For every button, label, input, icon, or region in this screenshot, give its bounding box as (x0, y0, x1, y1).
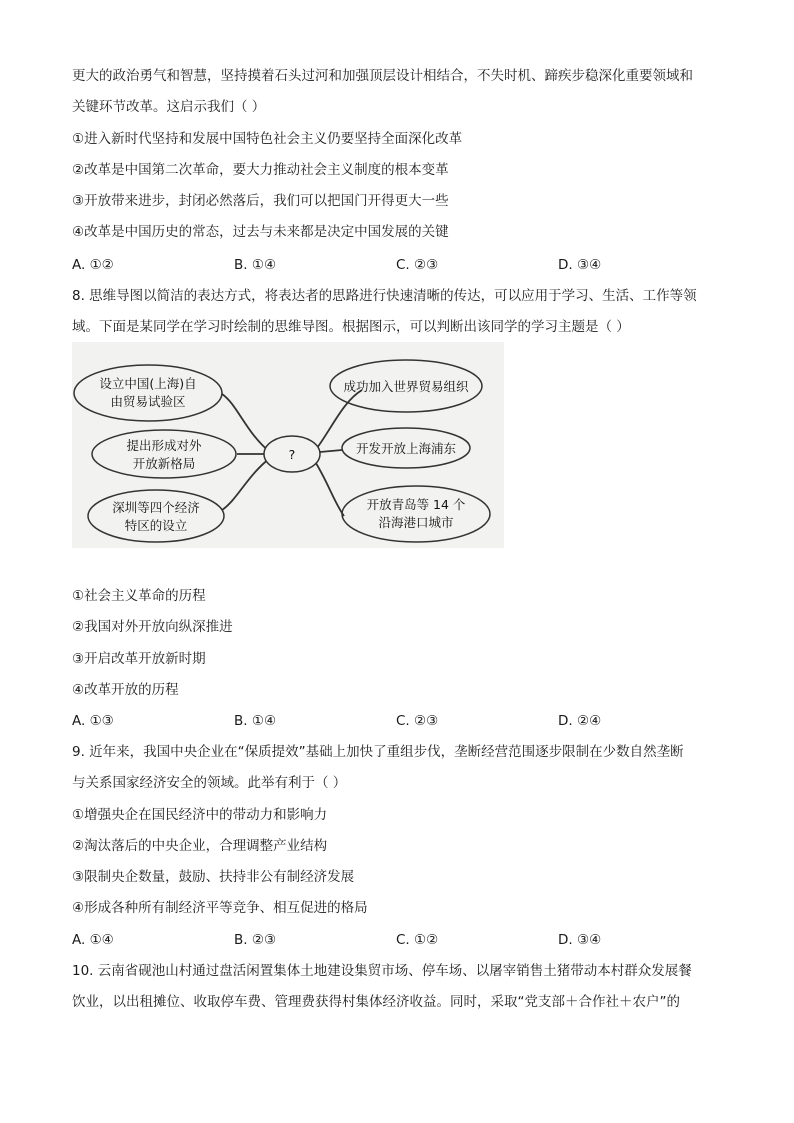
q8-item-3: ③开启改革开放新时期 (72, 651, 206, 667)
q7-option-b[interactable]: B. ①④ (234, 257, 277, 273)
q9-stem-line-2: 与关系国家经济安全的领域。此举有利于（ ） (72, 775, 347, 791)
q9-item-4: ④形成各种所有制经济平等竞争、相互促进的格局 (72, 900, 368, 916)
node-right-1-line-1: 成功加入世界贸易组织 (343, 379, 469, 394)
mind-map-figure (72, 342, 504, 548)
node-right-3-line-1: 开放青岛等 14 个 (366, 497, 466, 512)
q7-item-1: ①进入新时代坚持和发展中国特色社会主义仍要坚持全面深化改革 (72, 131, 463, 147)
q9-option-c[interactable]: C. ①② (396, 932, 439, 948)
q10-stem-line-2: 饮业，以出租摊位、收取停车费、管理费获得村集体经济收益。同时，采取“党支部＋合作社＋农户”的 (72, 994, 680, 1010)
node-right-2-line-1: 开发开放上海浦东 (355, 441, 457, 456)
q9-option-d[interactable]: D. ③④ (558, 932, 602, 948)
q7-item-3: ③开放带来进步，封闭必然落后，我们可以把国门开得更大一些 (72, 193, 449, 209)
q8-option-c[interactable]: C. ②③ (396, 713, 439, 729)
q7-option-c[interactable]: C. ②③ (396, 257, 439, 273)
q7-option-d[interactable]: D. ③④ (558, 257, 602, 273)
node-left-3-line-2: 特区的设立 (124, 518, 188, 533)
node-left-1-line-1: 设立中国(上海)自 (99, 376, 197, 391)
q8-stem-line-1: 8. 思维导图以简洁的表达方式，将表达者的思路进行快速清晰的传达，可以应用于学习、生活、工作等领 (72, 288, 697, 304)
q9-option-b[interactable]: B. ②③ (234, 932, 277, 948)
node-left-2-line-1: 提出形成对外 (126, 438, 202, 453)
node-left-2-line-2: 开放新格局 (132, 456, 196, 471)
q8-option-b[interactable]: B. ①④ (234, 713, 277, 729)
node-left-1-line-2: 由贸易试验区 (110, 394, 186, 409)
q7-option-a[interactable]: A. ①② (72, 257, 114, 273)
q7-options (72, 255, 722, 275)
center-node-label: ? (288, 447, 296, 462)
q9-option-a[interactable]: A. ①④ (72, 932, 114, 948)
q8-option-a[interactable]: A. ①③ (72, 713, 114, 729)
q8-item-4: ④改革开放的历程 (72, 682, 179, 698)
q8-item-1: ①社会主义革命的历程 (72, 588, 206, 604)
q9-item-2: ②淘汰落后的中央企业，合理调整产业结构 (72, 838, 328, 854)
node-right-3-line-2: 沿海港口城市 (378, 515, 454, 530)
q8-stem-line-2: 域。下面是某同学在学习时绘制的思维导图。根据图示，可以判断出该同学的学习主题是（ ） (72, 319, 630, 335)
q7-stem-line-1: 更大的政治勇气和智慧，坚持摸着石头过河和加强顶层设计相结合，不失时机、蹄疾步稳深化重要领域和 (72, 68, 693, 84)
q7-stem-line-2: 关键环节改革。这启示我们（ ） (72, 99, 266, 115)
q10-stem-line-1: 10. 云南省砚池山村通过盘活闲置集体土地建设集贸市场、停车场、以屠宰销售土猪带动本村群众发展餐 (72, 963, 692, 979)
q8-option-d[interactable]: D. ②④ (558, 713, 602, 729)
q8-item-2: ②我国对外开放向纵深推进 (72, 619, 233, 635)
q7-item-2: ②改革是中国第二次革命，要大力推动社会主义制度的根本变革 (72, 162, 449, 178)
mind-map-svg (72, 342, 504, 548)
q8-options (72, 711, 722, 731)
node-left-3-line-1: 深圳等四个经济 (112, 500, 200, 515)
q9-item-3: ③限制央企数量，鼓励、扶持非公有制经济发展 (72, 869, 355, 885)
mind-map-center-node (264, 436, 320, 472)
q9-stem-line-1: 9. 近年来，我国中央企业在“保质提效”基础上加快了重组步伐，垄断经营范围逐步限制在少数自然垄断 (72, 744, 684, 760)
q9-item-1: ①增强央企在国民经济中的带动力和影响力 (72, 807, 328, 823)
q7-item-4: ④改革是中国历史的常态，过去与未来都是决定中国发展的关键 (72, 224, 449, 240)
q9-options (72, 930, 722, 950)
